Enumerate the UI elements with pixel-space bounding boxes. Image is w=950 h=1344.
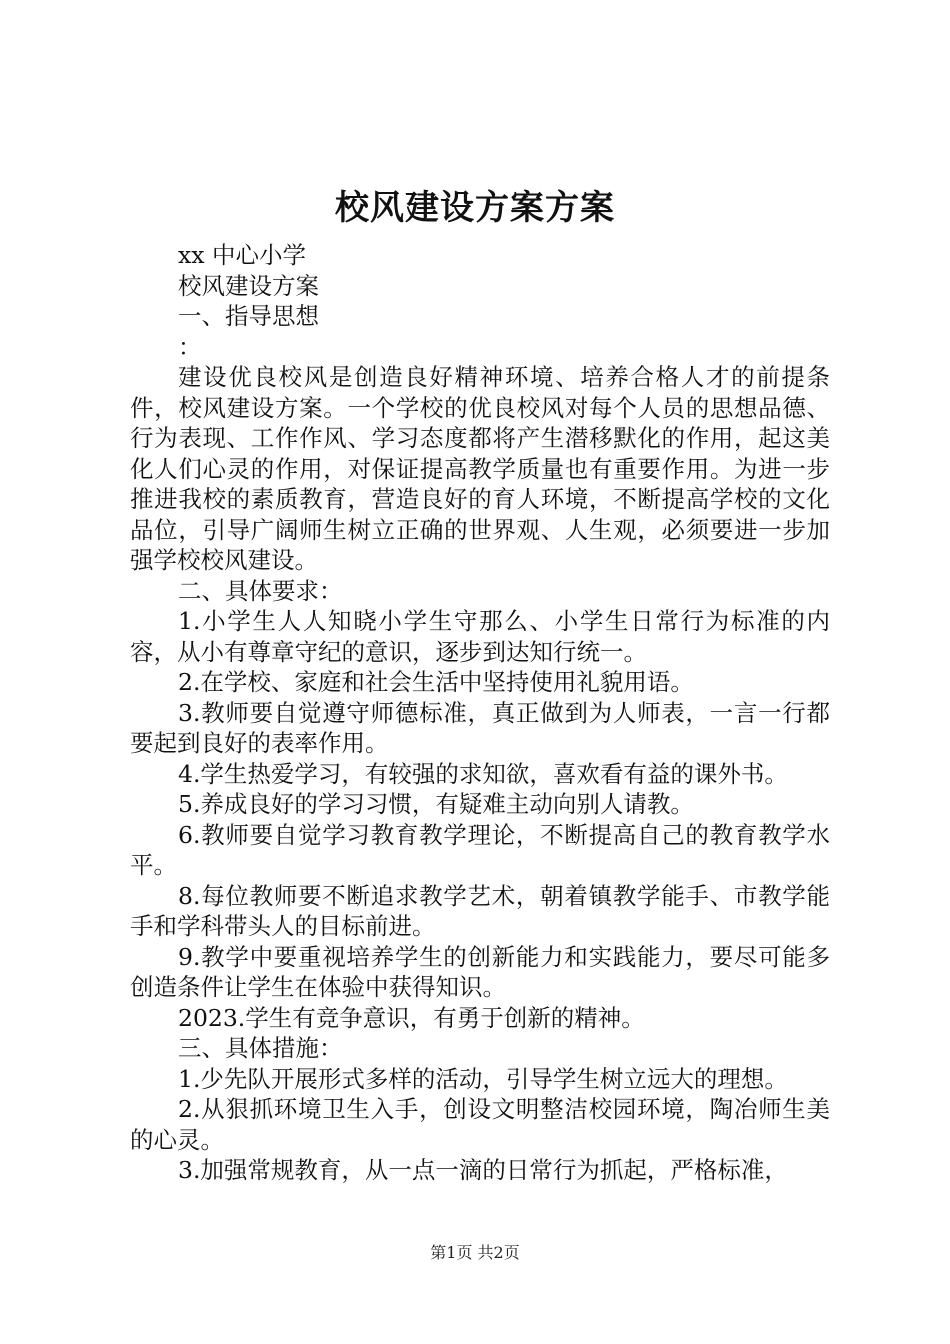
section-heading-measures: 三、具体措施： <box>178 1034 343 1062</box>
paragraph-intro: 建设优良校风是创造良好精神环境、培养合格人才的前提条件，校风建设方案。一个学校的优良校风对每个人员的思想品德、行为表现、工作作风、学习态度都将产生潜移默化的作用，起这美化人们心灵的作用，对保证提高教学质量也有重要作用。为进一步推进我校的素质教育，营造良好的育人环境，不断提高学校的文化品位，引导广阔师生树立正确的世界观、人生观，必须要进一步加强学校校风建设。 <box>130 363 830 574</box>
measure-item: 1.少先队开展形式多样的活动，引导学生树立远大的理想。 <box>178 1064 788 1093</box>
requirement-item: 8.每位教师要不断追求教学艺术，朝着镇教学能手、市教学能手和学科带头人的目标前进。 <box>130 881 830 940</box>
requirement-item: 6.教师要自觉学习教育教学理论，不断提高自己的教育教学水平。 <box>130 820 830 879</box>
document-title: 校风建设方案方案 <box>335 188 615 228</box>
requirement-item: 2023.学生有竞争意识，有勇于创新的精神。 <box>178 1003 645 1032</box>
paragraph-plan-name: 校风建设方案 <box>178 271 319 300</box>
page-footer: 第1页 共2页 <box>430 1243 520 1262</box>
requirement-item: 4.学生热爱学习，有较强的求知欲，喜欢看有益的课外书。 <box>178 759 788 788</box>
document-body <box>130 240 830 1186</box>
requirement-item: 1.小学生人人知晓小学生守那么、小学生日常行为标准的内容，从小有尊章守纪的意识，逐步到达知行统一。 <box>130 607 830 666</box>
measure-item: 3.加强常规教育，从一点一滴的日常行为抓起，严格标准， <box>178 1156 788 1184</box>
requirement-item: 5.养成良好的学习习惯，有疑难主动向别人请教。 <box>178 790 694 818</box>
paragraph-school-name: xx 中心小学 <box>178 241 306 269</box>
requirement-item: 3.教师要自觉遵守师德标准，真正做到为人师表，一言一行都要起到良好的表率作用。 <box>130 698 830 757</box>
requirement-item: 2.在学校、家庭和社会生活中坚持使用礼貌用语。 <box>178 668 694 696</box>
section-heading-guiding-ideology: 一、指导思想 <box>178 302 319 330</box>
requirement-item: 9.教学中要重视培养学生的创新能力和实践能力，要尽可能多创造条件让学生在体验中获得知识。 <box>130 942 830 1001</box>
measure-item: 2.从狠抓环境卫生入手，创设文明整洁校园环境，陶冶师生美的心灵。 <box>130 1095 830 1154</box>
paragraph-colon: ： <box>178 332 202 361</box>
section-heading-requirements: 二、具体要求： <box>178 576 343 605</box>
